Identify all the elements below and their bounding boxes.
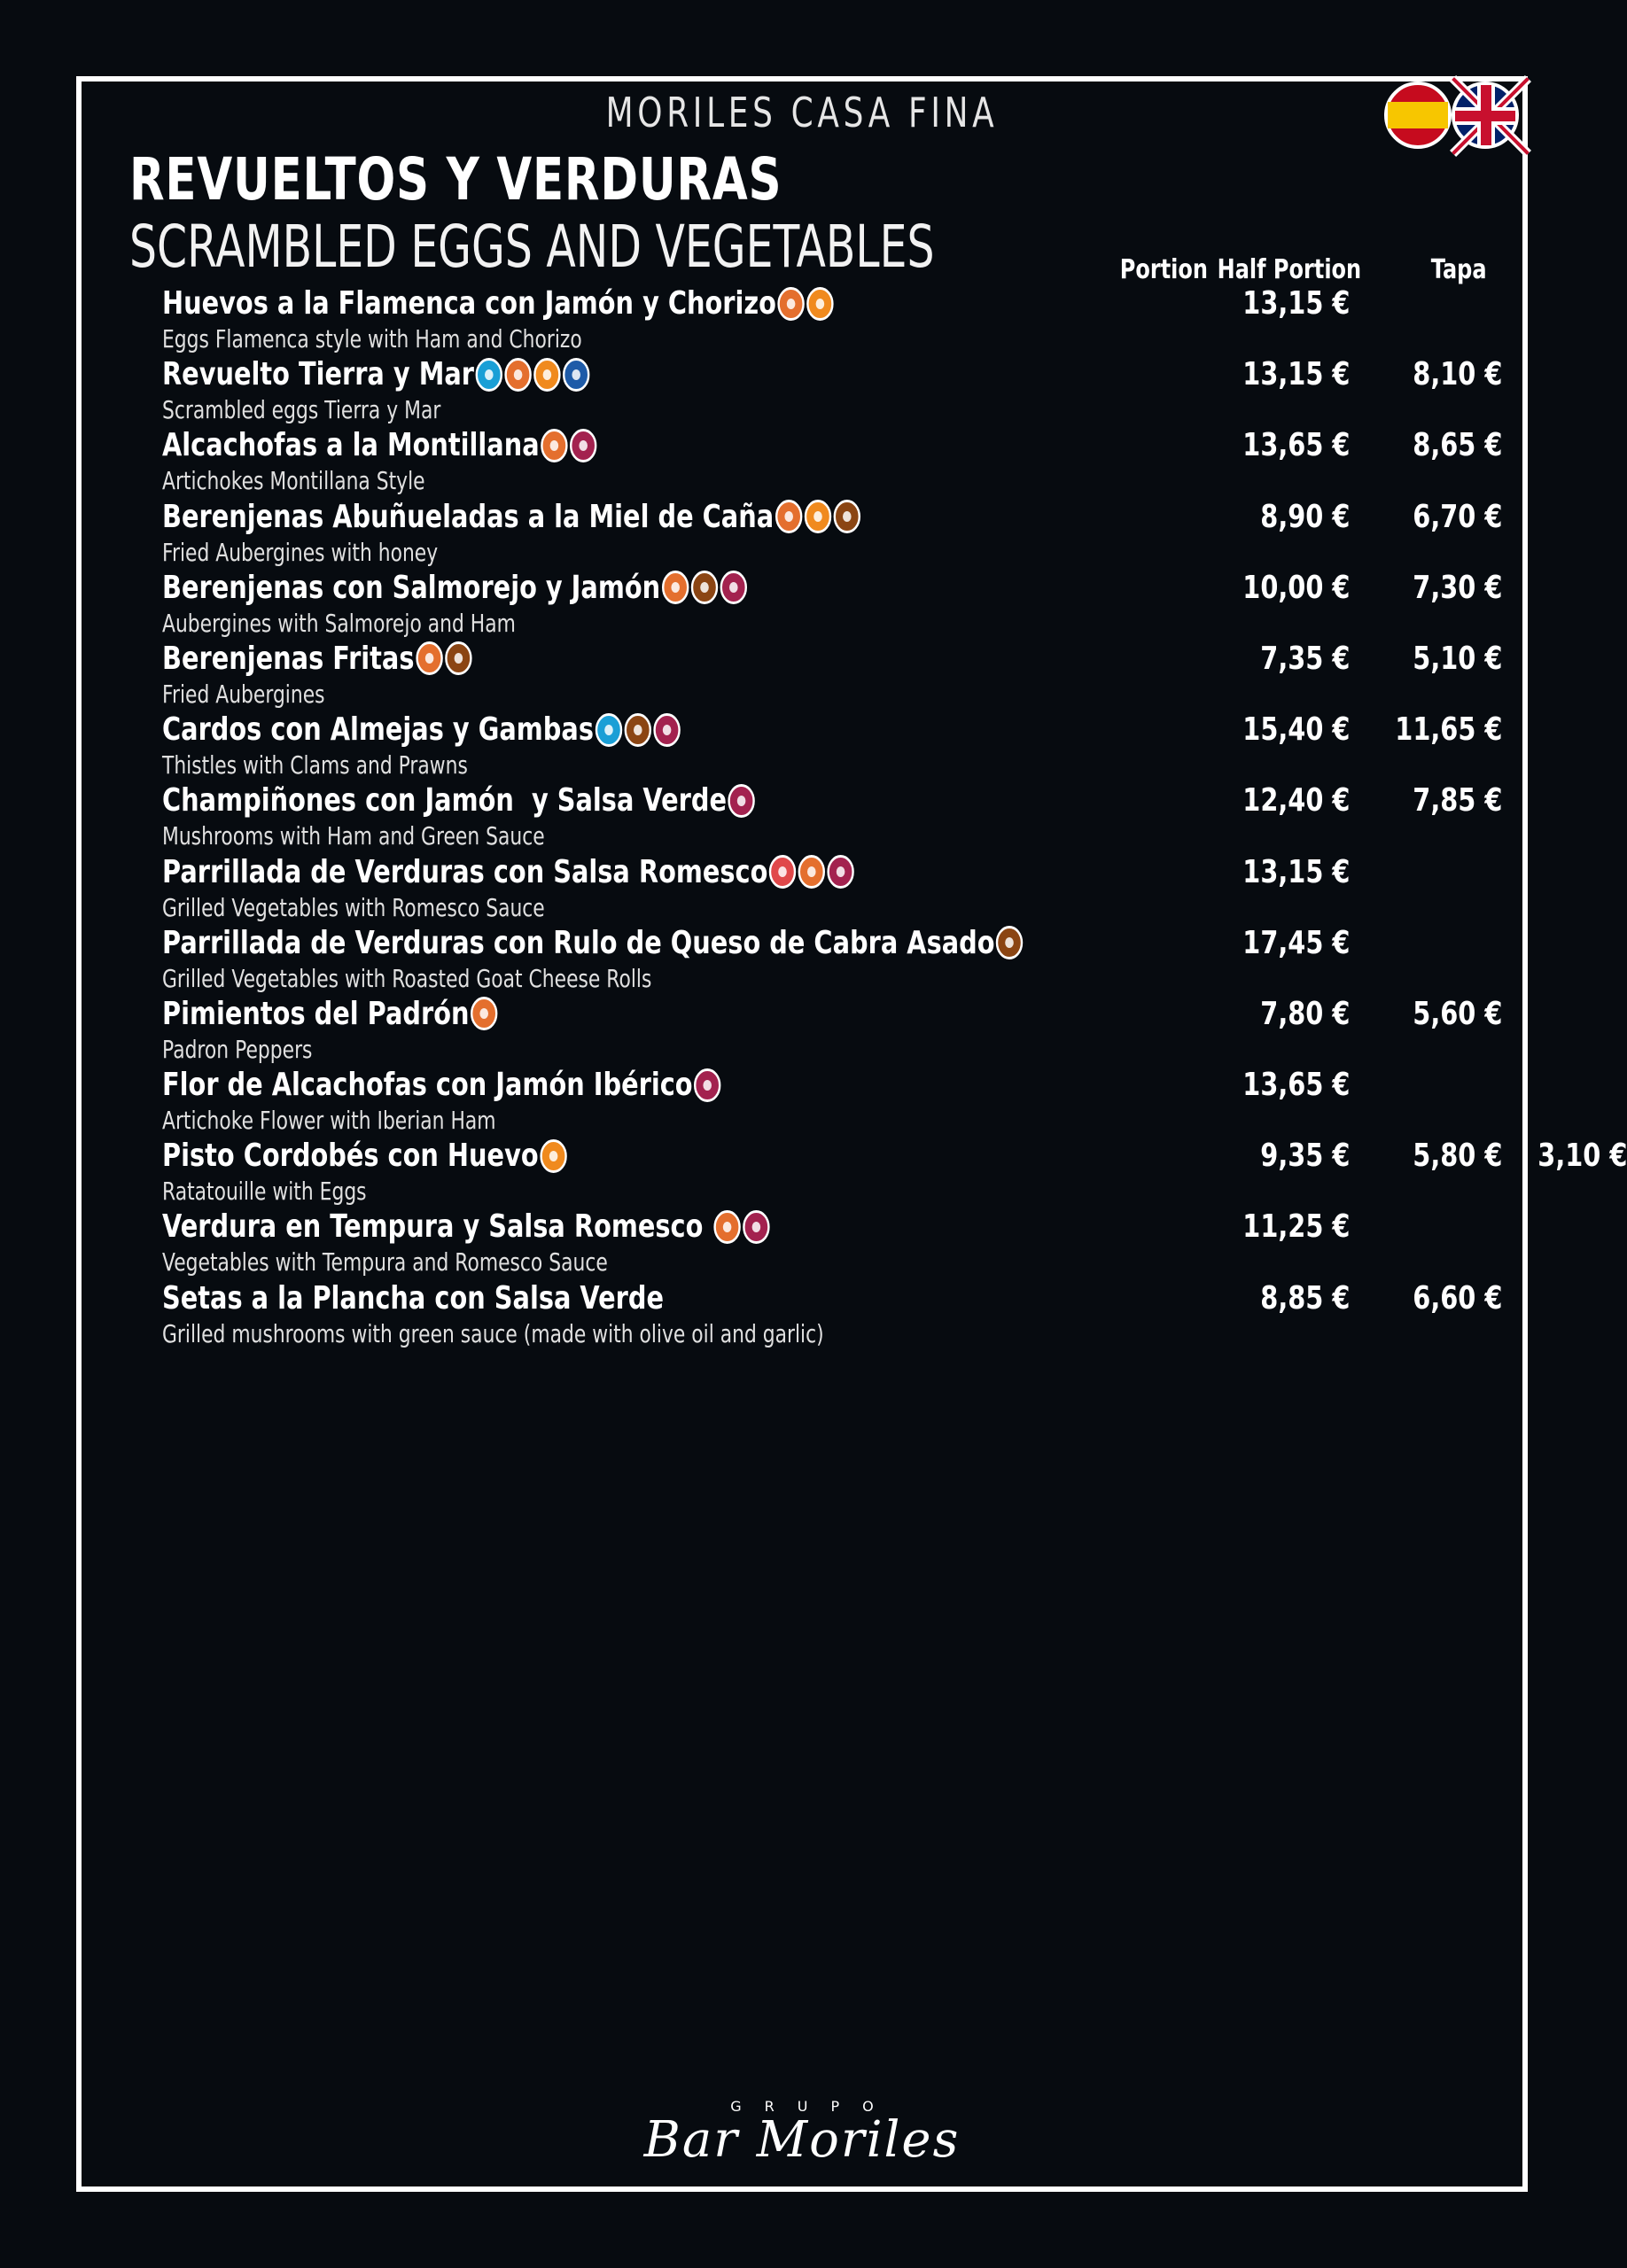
price-portion: 15,40 € (1242, 711, 1350, 749)
price-half-portion: 6,70 € (1412, 498, 1502, 535)
menu-item-name (162, 427, 596, 463)
menu-item-name (162, 1280, 664, 1317)
price-portion: 11,25 € (1242, 1208, 1350, 1246)
mustard-allergen-icon (624, 713, 650, 747)
menu-item-name-text: Parrillada de Verduras con Rulo de Queso de Cabra Asado (162, 924, 995, 961)
celery-allergen-icon (775, 500, 802, 533)
menu-item (162, 641, 1509, 711)
menu-item-name-text: Champiñones con Jamón y Salsa Verde (162, 782, 728, 819)
menu-item-description: Artichoke Flower with Iberian Ham (162, 1106, 496, 1136)
sulphites-allergen-icon (570, 429, 596, 462)
menu-item-name-text: Alcachofas a la Montillana (162, 427, 540, 464)
menu-item-description: Eggs Flamenca style with Ham and Chorizo (162, 324, 582, 353)
menu-item (162, 925, 1509, 996)
menu-item-name-text: Cardos con Almejas y Gambas (162, 711, 594, 749)
column-header-half-portion: Half Portion (1217, 254, 1361, 285)
restaurant-name: MORILES CASA FINA (605, 89, 999, 136)
menu-item-name (162, 641, 471, 677)
price-portion: 10,00 € (1242, 569, 1350, 606)
egg-allergen-icon (805, 500, 831, 533)
price-portion: 7,80 € (1259, 995, 1350, 1032)
sulphites-allergen-icon (743, 1210, 769, 1244)
celery-allergen-icon (798, 855, 825, 889)
price-half-portion: 8,65 € (1412, 427, 1502, 464)
price-portion: 13,15 € (1242, 285, 1350, 322)
price-portion: 17,45 € (1242, 924, 1350, 961)
celery-allergen-icon (471, 997, 497, 1030)
menu-item-name-text: Berenjenas Abuñueladas a la Miel de Caña (162, 498, 775, 535)
allergen-icons (713, 1210, 769, 1244)
menu-item-description: Mushrooms with Ham and Green Sauce (162, 821, 545, 851)
language-flags (1384, 82, 1519, 149)
allergen-icons (541, 429, 596, 462)
menu-item-name (162, 499, 860, 535)
menu-item-name (162, 570, 747, 606)
menu-item (162, 285, 1509, 356)
price-portion: 13,15 € (1242, 853, 1350, 890)
mustard-allergen-icon (445, 641, 471, 675)
sulphites-allergen-icon (720, 571, 746, 604)
allergen-icons (662, 571, 747, 604)
price-portion: 8,85 € (1259, 1279, 1350, 1317)
menu-item-name (162, 854, 854, 890)
menu-item-name-text: Parrillada de Verduras con Salsa Romesco (162, 853, 768, 890)
price-tapa: 3,10 € (1537, 1138, 1627, 1175)
column-header-tapa: Tapa (1431, 254, 1487, 285)
menu-item (162, 1208, 1509, 1279)
menu-item-description: Grilled mushrooms with green sauce (made with olive oil and garlic) (162, 1318, 824, 1348)
allergen-icons (728, 784, 755, 818)
menu-item-name (162, 782, 755, 819)
menu-item (162, 1067, 1509, 1138)
footer-logo-script: Bar Moriles (643, 2111, 961, 2169)
menu-item-description: Grilled Vegetables with Romesco Sauce (162, 892, 545, 922)
price-portion: 7,35 € (1259, 640, 1350, 677)
allergen-icons (775, 500, 860, 533)
section-subtitle: SCRAMBLED EGGS AND VEGETABLES (129, 213, 935, 281)
egg-allergen-icon (533, 358, 560, 392)
price-half-portion: 7,85 € (1412, 782, 1502, 819)
menu-item-name-text: Berenjenas con Salmorejo y Jamón (162, 569, 661, 606)
menu-item-name-text: Verdura en Tempura y Salsa Romesco (162, 1208, 712, 1246)
menu-item-name (162, 1067, 721, 1103)
menu-item (162, 996, 1509, 1067)
mustard-allergen-icon (996, 926, 1023, 959)
fish-allergen-icon (563, 358, 589, 392)
section-title: REVUELTOS Y VERDURAS (129, 145, 782, 214)
allergen-icons (540, 1139, 566, 1173)
allergen-icons (694, 1068, 720, 1102)
menu-item (162, 1138, 1627, 1208)
sulphites-allergen-icon (653, 713, 680, 747)
menu-item (162, 356, 1509, 427)
menu-item-name-text: Pisto Cordobés con Huevo (162, 1138, 539, 1175)
menu-item-name (162, 1208, 769, 1245)
celery-allergen-icon (778, 287, 805, 321)
menu-item-description: Ratatouille with Eggs (162, 1177, 367, 1207)
menu-item (162, 782, 1509, 853)
menu-item-name (162, 996, 498, 1032)
menu-item (162, 711, 1509, 782)
menu-item-description: Aubergines with Salmorejo and Ham (162, 608, 516, 638)
menu-item-description: Scrambled eggs Tierra y Mar (162, 395, 441, 425)
nuts-allergen-icon (769, 855, 796, 889)
price-half-portion: 5,80 € (1412, 1138, 1502, 1175)
menu-item-name (162, 925, 1024, 961)
allergen-icons (996, 926, 1023, 959)
crustacean-allergen-icon (596, 713, 622, 747)
uk-flag-icon[interactable] (1452, 82, 1519, 149)
allergen-icons (769, 855, 854, 889)
price-portion: 13,65 € (1242, 427, 1350, 464)
menu-item-name-text: Flor de Alcachofas con Jamón Ibérico (162, 1067, 693, 1104)
price-half-portion: 5,10 € (1412, 640, 1502, 677)
celery-allergen-icon (713, 1210, 740, 1244)
sulphites-allergen-icon (728, 784, 755, 818)
menu-item (162, 427, 1509, 498)
allergen-icons (416, 641, 471, 675)
menu-item (162, 570, 1509, 641)
menu-item-description: Vegetables with Tempura and Romesco Sauce (162, 1247, 608, 1278)
price-half-portion: 5,60 € (1412, 995, 1502, 1032)
egg-allergen-icon (806, 287, 833, 321)
price-portion: 13,15 € (1242, 356, 1350, 393)
menu-item-description: Padron Peppers (162, 1034, 313, 1064)
menu-item-name-text: Berenjenas Fritas (162, 640, 415, 677)
menu-item-name (162, 356, 589, 392)
price-portion: 12,40 € (1242, 782, 1350, 819)
menu-items-list (162, 285, 1627, 1351)
menu-item-description: Thistles with Clams and Prawns (162, 750, 468, 781)
price-half-portion: 6,60 € (1412, 1279, 1502, 1317)
footer-logo (0, 2098, 1604, 2169)
price-half-portion: 8,10 € (1412, 356, 1502, 393)
column-header-portion: Portion (1119, 254, 1208, 285)
menu-item-name-text: Huevos a la Flamenca con Jamón y Chorizo (162, 285, 776, 322)
crustacean-allergen-icon (476, 358, 502, 392)
menu-item-description: Artichokes Montillana Style (162, 466, 425, 496)
footer-logo-small-text: GRUPO (730, 2098, 897, 2115)
celery-allergen-icon (662, 571, 689, 604)
allergen-icons (471, 997, 497, 1030)
menu-item-description: Fried Aubergines with honey (162, 537, 439, 567)
allergen-icons (778, 287, 834, 321)
spain-flag-icon[interactable] (1384, 82, 1452, 149)
mustard-allergen-icon (833, 500, 860, 533)
celery-allergen-icon (416, 641, 442, 675)
allergen-icons (476, 358, 590, 392)
price-half-portion: 7,30 € (1412, 569, 1502, 606)
menu-item-name (162, 711, 681, 748)
allergen-icons (596, 713, 681, 747)
celery-allergen-icon (504, 358, 531, 392)
price-portion: 8,90 € (1259, 498, 1350, 535)
menu-item (162, 1280, 1509, 1351)
menu-item-description: Fried Aubergines (162, 679, 325, 709)
sulphites-allergen-icon (694, 1068, 720, 1102)
menu-item-name (162, 285, 834, 322)
menu-item (162, 854, 1509, 925)
sulphites-allergen-icon (828, 855, 854, 889)
menu-item-name (162, 1138, 567, 1174)
price-portion: 9,35 € (1259, 1138, 1350, 1175)
menu-item-name-text: Setas a la Plancha con Salsa Verde (162, 1279, 665, 1317)
menu-item-name-text: Pimientos del Padrón (162, 995, 470, 1032)
celery-allergen-icon (541, 429, 567, 462)
menu-item-name-text: Revuelto Tierra y Mar (162, 356, 474, 393)
egg-allergen-icon (540, 1139, 566, 1173)
price-half-portion: 11,65 € (1394, 711, 1502, 749)
price-portion: 13,65 € (1242, 1067, 1350, 1104)
menu-item-description: Grilled Vegetables with Roasted Goat Cheese Rolls (162, 963, 652, 993)
menu-item (162, 499, 1509, 570)
mustard-allergen-icon (691, 571, 718, 604)
